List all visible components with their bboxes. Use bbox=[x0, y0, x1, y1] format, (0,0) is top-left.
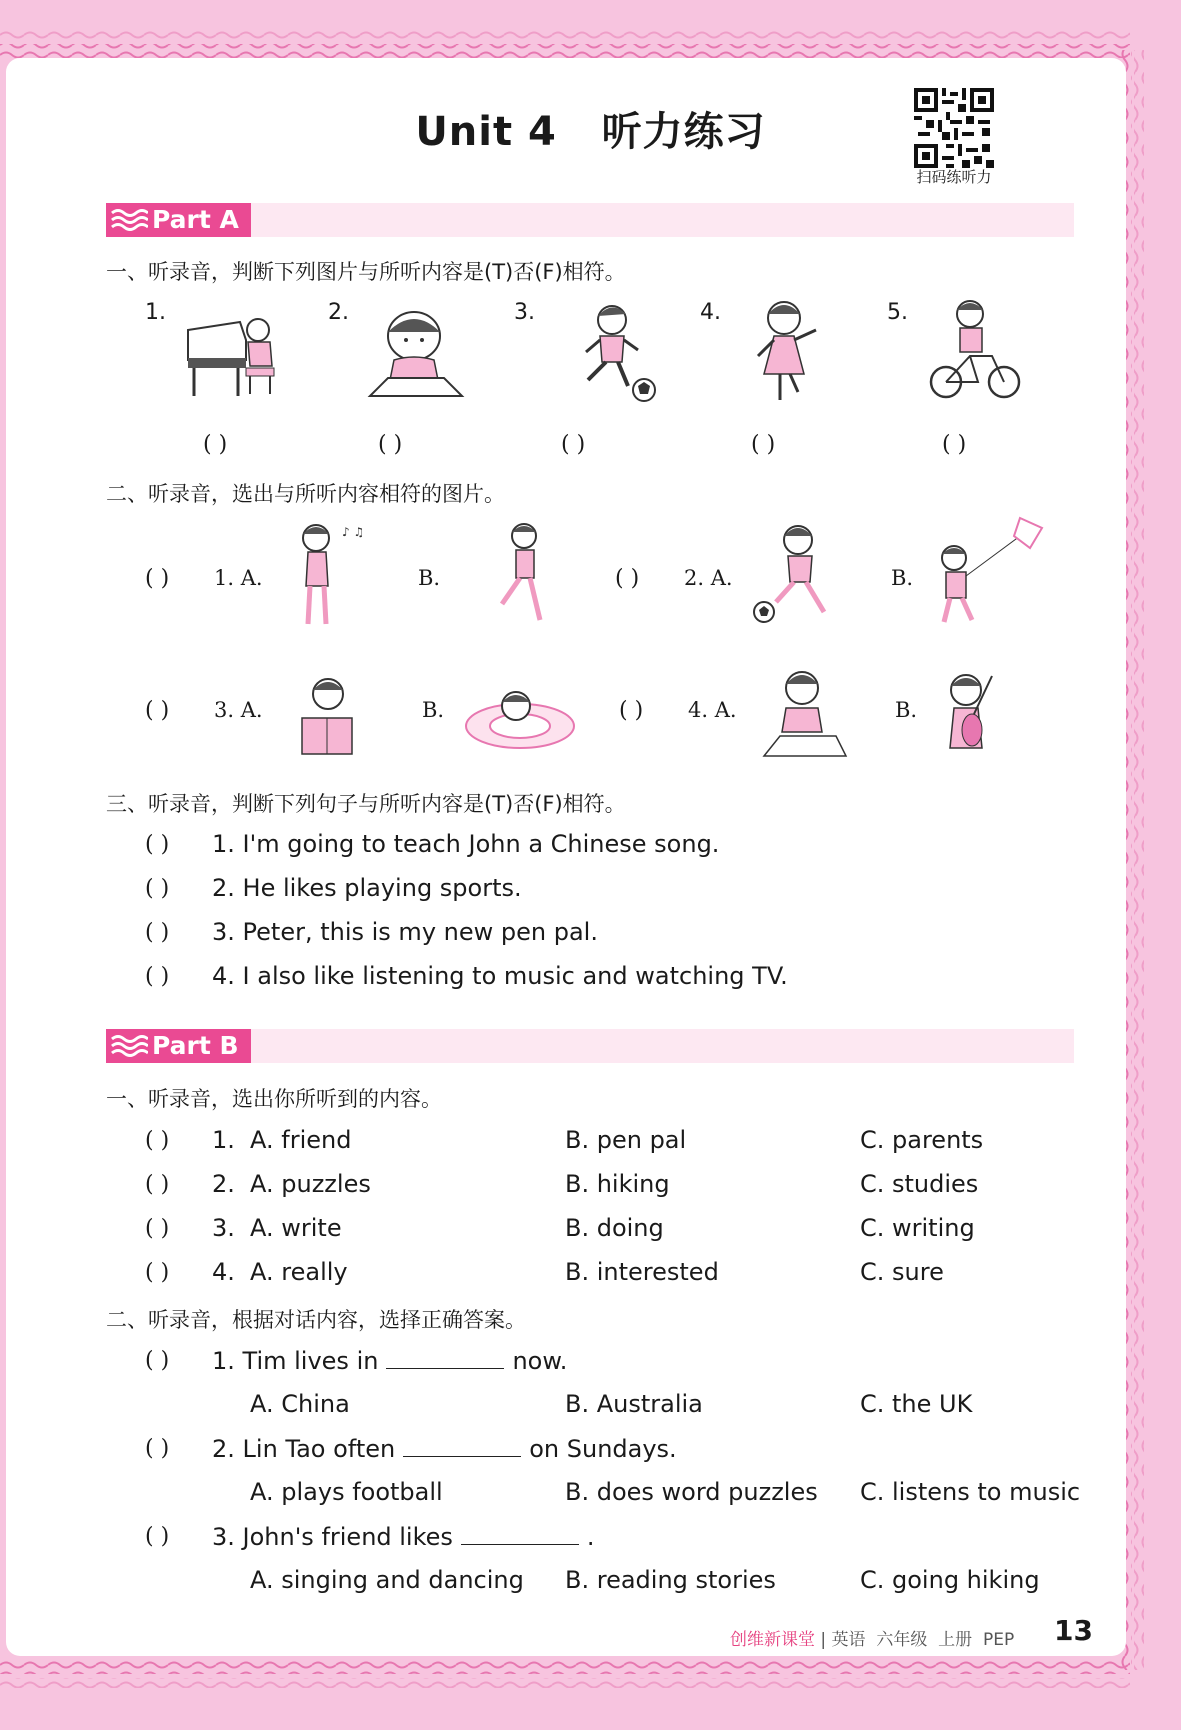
item-number: 2. A. bbox=[684, 566, 733, 590]
option-a: A. write bbox=[250, 1214, 342, 1242]
girl-playing-pipa-picture bbox=[936, 668, 1006, 768]
swimming-picture bbox=[460, 676, 580, 756]
waves-icon bbox=[110, 1034, 148, 1058]
option-c: C. sure bbox=[860, 1258, 944, 1286]
option-b-label: B. bbox=[891, 566, 914, 590]
part-a-tag bbox=[106, 203, 251, 237]
question-tail: now. bbox=[512, 1347, 568, 1375]
question-stem: 2. Lin Tao often bbox=[212, 1435, 396, 1463]
option-b-label: B. bbox=[895, 698, 918, 722]
option-a: A. really bbox=[250, 1258, 348, 1286]
girl-running-picture bbox=[488, 520, 568, 630]
sentence: 2. He likes playing sports. bbox=[212, 874, 522, 902]
answer-paren[interactable]: ( ) bbox=[942, 432, 967, 457]
part-b-tag bbox=[106, 1029, 251, 1063]
piano-girl-picture bbox=[180, 300, 280, 400]
girl-drawing-picture bbox=[758, 666, 848, 766]
svg-text:♪ ♫: ♪ ♫ bbox=[342, 525, 365, 539]
boy-kicking-ball-picture bbox=[558, 300, 658, 406]
option-b: B. does word puzzles bbox=[565, 1478, 818, 1506]
option-b: B. hiking bbox=[565, 1170, 670, 1198]
answer-paren[interactable]: ( ) bbox=[145, 832, 170, 857]
girl-dancing-picture bbox=[746, 296, 846, 408]
option-b: B. reading stories bbox=[565, 1566, 776, 1594]
answer-paren[interactable]: ( ) bbox=[145, 1128, 170, 1153]
item-number: 3. A. bbox=[214, 698, 263, 722]
option-a: A. plays football bbox=[250, 1478, 443, 1506]
option-c: C. parents bbox=[860, 1126, 984, 1154]
item-number: 4. bbox=[212, 1258, 235, 1286]
option-b: B. doing bbox=[565, 1214, 664, 1242]
answer-paren[interactable]: ( ) bbox=[145, 698, 170, 723]
part-a-sec3-heading: 三、听录音，判断下列句子与所听内容是(T)否(F)相符。 bbox=[106, 792, 626, 816]
sentence: 1. I'm going to teach John a Chinese song. bbox=[212, 830, 720, 858]
option-a: A. puzzles bbox=[250, 1170, 371, 1198]
part-a-sec1-heading: 一、听录音，判断下列图片与所听内容是(T)否(F)相符。 bbox=[106, 260, 626, 284]
item-number: 4. A. bbox=[688, 698, 737, 722]
option-c: C. writing bbox=[860, 1214, 975, 1242]
answer-paren[interactable]: ( ) bbox=[145, 920, 170, 945]
option-c: C. going hiking bbox=[860, 1566, 1040, 1594]
item-number: 1. bbox=[212, 1126, 235, 1154]
option-b-label: B. bbox=[418, 566, 441, 590]
item-number: 2. bbox=[328, 300, 349, 325]
option-a: A. China bbox=[250, 1390, 350, 1418]
boy-playing-football-picture bbox=[750, 520, 850, 630]
part-a-label: Part A bbox=[152, 205, 239, 234]
part-a-sec2-heading: 二、听录音，选出与所听内容相符的图片。 bbox=[106, 482, 505, 506]
option-b: B. Australia bbox=[565, 1390, 703, 1418]
part-b-label: Part B bbox=[152, 1031, 239, 1060]
answer-paren[interactable]: ( ) bbox=[145, 1216, 170, 1241]
answer-blank[interactable] bbox=[386, 1346, 504, 1369]
sentence: 3. Peter, this is my new pen pal. bbox=[212, 918, 598, 946]
answer-paren[interactable]: ( ) bbox=[145, 1436, 170, 1461]
answer-paren[interactable]: ( ) bbox=[145, 964, 170, 989]
question-stem: 1. Tim lives in bbox=[212, 1347, 379, 1375]
answer-paren[interactable]: ( ) bbox=[751, 432, 776, 457]
page-title: Unit 4 听力练习 bbox=[415, 109, 766, 155]
answer-blank[interactable] bbox=[461, 1522, 579, 1545]
item-number: 5. bbox=[887, 300, 908, 325]
footer bbox=[730, 1625, 1014, 1650]
item-number: 3. bbox=[212, 1214, 235, 1242]
girl-singing-picture bbox=[282, 520, 372, 630]
answer-paren[interactable]: ( ) bbox=[615, 566, 640, 591]
answer-paren[interactable]: ( ) bbox=[145, 1172, 170, 1197]
boy-riding-bike-picture bbox=[926, 296, 1026, 402]
item-number: 2. bbox=[212, 1170, 235, 1198]
sentence: 4. I also like listening to music and watching TV. bbox=[212, 962, 788, 990]
answer-paren[interactable]: ( ) bbox=[145, 876, 170, 901]
qr-code-icon[interactable] bbox=[914, 88, 994, 168]
answer-blank[interactable] bbox=[403, 1434, 521, 1457]
answer-paren[interactable]: ( ) bbox=[378, 432, 403, 457]
question-tail: . bbox=[586, 1523, 595, 1551]
item-number: 1. bbox=[145, 300, 166, 325]
option-b: B. pen pal bbox=[565, 1126, 687, 1154]
answer-paren[interactable]: ( ) bbox=[145, 1348, 170, 1373]
boy-flying-kite-picture bbox=[932, 514, 1052, 630]
item-number: 3. bbox=[514, 300, 535, 325]
part-b-sec1-heading: 一、听录音，选出你所听到的内容。 bbox=[106, 1087, 442, 1111]
waves-icon bbox=[110, 208, 148, 232]
girl-at-desk-picture bbox=[366, 300, 466, 400]
question-stem: 3. John's friend likes bbox=[212, 1523, 453, 1551]
part-a-band bbox=[106, 203, 1074, 237]
option-c: C. listens to music bbox=[860, 1478, 1081, 1506]
boy-reading-picture bbox=[282, 672, 372, 762]
option-c: C. the UK bbox=[860, 1390, 973, 1418]
answer-paren[interactable]: ( ) bbox=[203, 432, 228, 457]
item-number: 1. A. bbox=[214, 566, 263, 590]
option-a: A. singing and dancing bbox=[250, 1566, 524, 1594]
part-b-band bbox=[106, 1029, 1074, 1063]
part-b-sec2-heading: 二、听录音，根据对话内容，选择正确答案。 bbox=[106, 1308, 526, 1332]
option-c: C. studies bbox=[860, 1170, 979, 1198]
item-number: 4. bbox=[700, 300, 721, 325]
answer-paren[interactable]: ( ) bbox=[145, 1260, 170, 1285]
option-b-label: B. bbox=[422, 698, 445, 722]
option-a: A. friend bbox=[250, 1126, 352, 1154]
footer-info: | 英语 六年级 上册 PEP bbox=[820, 1630, 1015, 1650]
footer-brand: 创维新课堂 bbox=[730, 1630, 815, 1650]
qr-caption: 扫码练听力 bbox=[916, 168, 992, 186]
answer-paren[interactable]: ( ) bbox=[619, 698, 644, 723]
page-number: 13 bbox=[1054, 1614, 1093, 1647]
answer-paren[interactable]: ( ) bbox=[145, 1524, 170, 1549]
answer-paren[interactable]: ( ) bbox=[561, 432, 586, 457]
question bbox=[212, 1522, 595, 1551]
question-tail: on Sundays. bbox=[529, 1435, 677, 1463]
option-b: B. interested bbox=[565, 1258, 719, 1286]
answer-paren[interactable]: ( ) bbox=[145, 566, 170, 591]
question bbox=[212, 1434, 677, 1463]
question bbox=[212, 1346, 567, 1375]
